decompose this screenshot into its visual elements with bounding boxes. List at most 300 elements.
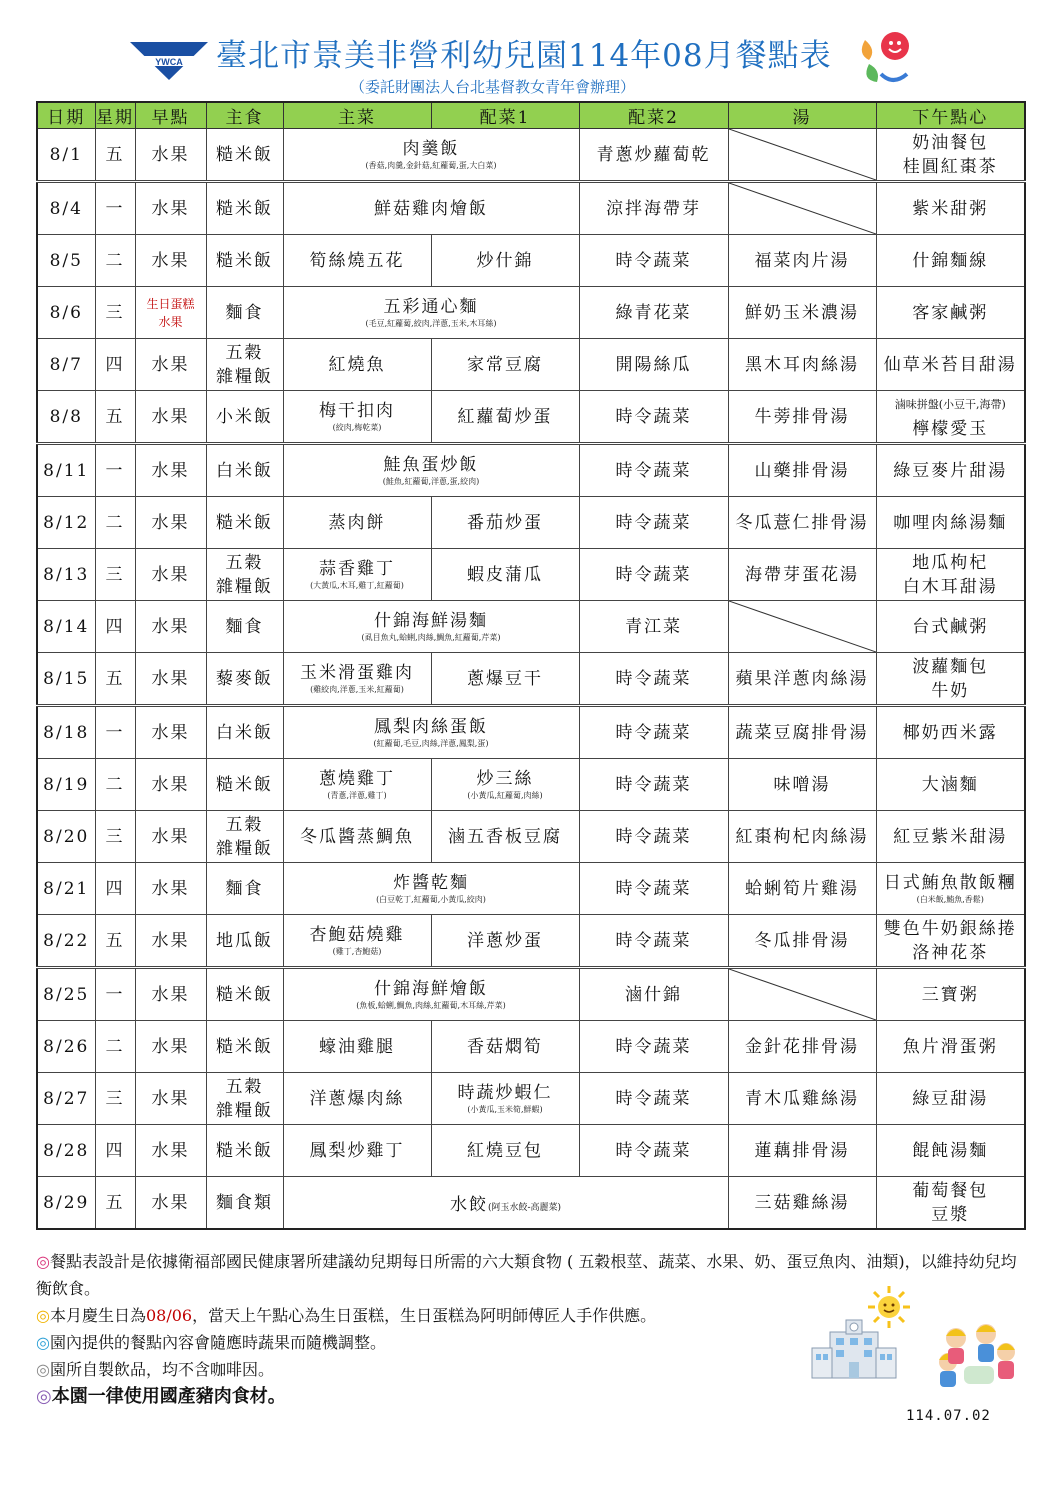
main-dish-text: 肉羹飯 [402, 138, 460, 159]
weekday-cell [95, 444, 135, 497]
main-dish-note: (雞絞肉,洋蔥,玉米,紅蘿蔔) [310, 684, 404, 694]
breakfast-text: 水果 [151, 250, 190, 271]
side2-cell [579, 653, 728, 706]
date-text: 8/4 [49, 198, 83, 219]
soup-text: 蛤蜊筍片雞湯 [745, 878, 859, 899]
breakfast-cell [135, 915, 206, 968]
main-dish-text: 炸醬乾麵 [393, 872, 469, 893]
main-dish-cell [283, 968, 579, 1021]
snack-text: 波蘿麵包 [912, 656, 989, 677]
table-row [37, 497, 1025, 549]
weekday-cell [95, 1021, 135, 1073]
breakfast-cell [135, 968, 206, 1021]
date-cell [37, 287, 95, 339]
staple-text: 小米飯 [216, 406, 273, 427]
breakfast-text: 水果 [151, 826, 190, 847]
side1-cell [431, 549, 579, 601]
side2-text: 青江菜 [625, 616, 682, 637]
page-title: 臺北市景美非營利幼兒園114年08月餐點表 [216, 38, 832, 74]
side2-text: 時令蔬菜 [615, 1088, 692, 1109]
side1-text: 炒什錦 [476, 250, 534, 271]
side1-note: (小黃瓜,玉米筍,鮮蝦) [467, 1104, 543, 1114]
staple-text: 白米飯 [216, 722, 273, 743]
staple-text: 五穀 [225, 552, 264, 573]
table-row [37, 339, 1025, 391]
note-text: 本園一律使用國產豬肉食材。 [51, 1386, 286, 1407]
soup-text: 山藥排骨湯 [754, 460, 850, 481]
date-text: 8/22 [43, 930, 90, 951]
staple-text: 五穀 [225, 1076, 264, 1097]
snack-cell [876, 811, 1025, 863]
side2-cell [579, 444, 728, 497]
main-dish-text: 梅干扣肉 [319, 400, 395, 421]
snack-cell [876, 182, 1025, 235]
note-line [36, 1383, 1026, 1410]
soup-text: 青木瓜雞絲湯 [745, 1088, 859, 1109]
weekday-cell [95, 287, 135, 339]
side1-cell [431, 811, 579, 863]
snack-note: (白米飯,鮪魚,香鬆) [916, 894, 984, 904]
side2-cell [579, 391, 728, 444]
soup-text: 三菇雞絲湯 [754, 1192, 850, 1213]
soup-cell [728, 235, 876, 287]
staple-cell [206, 601, 283, 653]
breakfast-cell [135, 1125, 206, 1177]
side2-cell [579, 968, 728, 1021]
snack-text: 台式鹹粥 [912, 616, 989, 637]
weekday-cell [95, 497, 135, 549]
breakfast-cell [135, 601, 206, 653]
date-text: 8/13 [43, 564, 90, 585]
staple-text-line2: 雜糧飯 [216, 576, 273, 597]
table-row [37, 1125, 1025, 1177]
main-dish-text: 蒜香雞丁 [319, 558, 395, 579]
soup-cell [728, 1073, 876, 1125]
snack-text-line2: 桂圓紅棗茶 [902, 156, 998, 177]
table-row [37, 863, 1025, 915]
side2-text: 時令蔬菜 [615, 564, 692, 585]
diagonal-line [729, 969, 876, 1020]
side2-text: 時令蔬菜 [615, 878, 692, 899]
snack-text: 滷味拼盤(小豆干,海帶) [894, 397, 1006, 411]
date-cell [37, 1177, 95, 1230]
main-dish-note: (魚板,蛤蜊,鯛魚,肉絲,紅蘿蔔,木耳絲,芹菜) [356, 1000, 506, 1010]
weekday-cell [95, 968, 135, 1021]
staple-text: 藜麥飯 [216, 668, 273, 689]
birthday-date-text: 08/06 [145, 1306, 193, 1325]
weekday-text: 二 [105, 774, 125, 795]
note-bullet-icon: ◎ [36, 1252, 50, 1271]
side2-cell [579, 235, 728, 287]
date-text: 8/5 [49, 250, 83, 271]
main-dish-note: (虱目魚丸,蛤蜊,肉絲,鯛魚,紅蘿蔔,芹菜) [361, 632, 501, 642]
staple-cell [206, 391, 283, 444]
column-header: 早點 [135, 102, 206, 129]
snack-text: 地瓜枸杞 [912, 552, 989, 573]
staple-text: 糙米飯 [216, 1036, 273, 1057]
side2-cell [579, 863, 728, 915]
weekday-text: 三 [105, 302, 125, 323]
column-header: 主菜 [283, 102, 431, 129]
breakfast-cell [135, 653, 206, 706]
staple-text: 糙米飯 [216, 984, 273, 1005]
snack-cell [876, 653, 1025, 706]
soup-text: 福菜肉片湯 [754, 250, 850, 271]
date-cell [37, 915, 95, 968]
side1-text: 紅蘿蔔炒蛋 [457, 406, 553, 427]
snack-text: 什錦麵線 [912, 250, 989, 271]
staple-text-line2: 雜糧飯 [216, 1100, 273, 1121]
staple-text: 五穀 [225, 814, 264, 835]
main-dish-cell [283, 497, 431, 549]
side1-text: 滷五香板豆腐 [448, 826, 562, 847]
breakfast-cell [135, 287, 206, 339]
main-dish-note: (阿玉水餃-高麗菜) [487, 1203, 562, 1213]
breakfast-cell [135, 863, 206, 915]
breakfast-text: 水果 [151, 144, 190, 165]
side2-cell [579, 182, 728, 235]
staple-cell [206, 1073, 283, 1125]
soup-cell [728, 759, 876, 811]
staple-text: 地瓜飯 [216, 930, 273, 951]
soup-text: 冬瓜排骨湯 [754, 930, 850, 951]
breakfast-cell [135, 444, 206, 497]
issue-date: 114.07.02 [906, 1408, 991, 1424]
main-dish-cell [283, 1125, 431, 1177]
soup-cell [728, 1177, 876, 1230]
svg-text:YWCA: YWCA [155, 57, 183, 67]
breakfast-cell [135, 549, 206, 601]
main-dish-cell [283, 863, 579, 915]
snack-text: 三寶粥 [921, 984, 979, 1005]
main-dish-cell [283, 915, 431, 968]
main-dish-cell [283, 1073, 431, 1125]
side2-text: 時令蔬菜 [615, 1140, 692, 1161]
snack-text-line2: 白木耳甜湯 [902, 576, 998, 597]
table-row [37, 1073, 1025, 1125]
weekday-text: 三 [105, 826, 125, 847]
side1-cell [431, 391, 579, 444]
staple-cell [206, 287, 283, 339]
staple-cell [206, 235, 283, 287]
side2-cell [579, 601, 728, 653]
weekday-text: 五 [105, 668, 125, 689]
breakfast-text: 水果 [151, 406, 190, 427]
main-dish-cell [283, 391, 431, 444]
breakfast-text: 水果 [151, 774, 190, 795]
soup-text: 蓮藕排骨湯 [754, 1140, 850, 1161]
table-row [37, 549, 1025, 601]
main-dish-text: 冬瓜醬蒸鯛魚 [300, 826, 414, 847]
date-cell [37, 339, 95, 391]
note-bullet-icon: ◎ [36, 1386, 52, 1407]
breakfast-text: 水果 [151, 1088, 190, 1109]
date-cell [37, 549, 95, 601]
side2-text: 滷什錦 [625, 984, 682, 1005]
main-dish-note: (大黃瓜,木耳,雞丁,紅蘿蔔) [310, 580, 404, 590]
breakfast-cell [135, 235, 206, 287]
snack-text: 綠豆麥片甜湯 [893, 460, 1008, 481]
side2-text: 時令蔬菜 [615, 722, 692, 743]
main-dish-text: 鮮菇雞肉燴飯 [374, 198, 488, 219]
snack-text: 魚片滑蛋粥 [902, 1036, 998, 1057]
main-dish-cell [283, 235, 431, 287]
snack-cell [876, 497, 1025, 549]
staple-text: 糙米飯 [216, 144, 273, 165]
weekday-cell [95, 1073, 135, 1125]
breakfast-text: 水果 [151, 722, 190, 743]
breakfast-text: 水果 [151, 460, 190, 481]
snack-text-line2: 牛奶 [931, 680, 970, 701]
main-dish-text: 什錦海鮮燴飯 [374, 978, 488, 999]
date-cell [37, 863, 95, 915]
main-dish-text: 蠔油雞腿 [319, 1036, 395, 1057]
weekday-text: 四 [105, 354, 125, 375]
staple-text: 糙米飯 [216, 1140, 273, 1161]
date-cell [37, 653, 95, 706]
table-row [37, 182, 1025, 235]
table-row [37, 287, 1025, 339]
date-text: 8/11 [43, 460, 90, 481]
side2-cell [579, 497, 728, 549]
staple-text: 白米飯 [216, 460, 273, 481]
date-text: 8/27 [43, 1088, 90, 1109]
date-text: 8/15 [43, 668, 90, 689]
soup-text: 紅棗枸杞肉絲湯 [735, 826, 869, 847]
side2-text: 涼拌海帶芽 [606, 198, 701, 219]
main-dish-text: 水餃 [449, 1195, 488, 1215]
table-row [37, 235, 1025, 287]
weekday-text: 三 [105, 1088, 125, 1109]
weekday-text: 二 [105, 512, 125, 533]
breakfast-text: 水果 [151, 198, 190, 219]
snack-text-line2: 豆漿 [931, 1204, 970, 1225]
breakfast-cell [135, 391, 206, 444]
staple-cell [206, 811, 283, 863]
side2-cell [579, 129, 728, 182]
side2-text: 時令蔬菜 [615, 826, 692, 847]
soup-cell [728, 497, 876, 549]
breakfast-text: 水果 [151, 930, 190, 951]
snack-text: 奶油餐包 [912, 132, 989, 153]
staple-text: 麵食 [225, 878, 264, 899]
children-icon [934, 1322, 1022, 1388]
table-row [37, 653, 1025, 706]
breakfast-text: 水果 [151, 668, 190, 689]
soup-text: 海帶芽蛋花湯 [745, 564, 859, 585]
side2-cell [579, 1021, 728, 1073]
column-header: 湯 [728, 102, 876, 129]
date-text: 8/26 [43, 1036, 90, 1057]
snack-cell [876, 1021, 1025, 1073]
side1-text: 紅燒豆包 [467, 1140, 543, 1161]
weekday-text: 一 [105, 460, 125, 481]
column-header: 日期 [37, 102, 95, 129]
weekday-text: 五 [105, 144, 125, 165]
soup-cell [728, 653, 876, 706]
weekday-text: 五 [105, 1192, 125, 1213]
mascot-logo-icon [855, 30, 915, 86]
soup-cell [728, 391, 876, 444]
breakfast-text: 水果 [151, 1140, 190, 1161]
page-header [0, 0, 1060, 100]
staple-text: 糙米飯 [216, 774, 273, 795]
date-cell [37, 811, 95, 863]
school-building-icon [808, 1318, 900, 1380]
date-cell [37, 1073, 95, 1125]
main-dish-cell [283, 1021, 431, 1073]
snack-text: 紫米甜粥 [912, 198, 989, 219]
date-cell [37, 968, 95, 1021]
table-row [37, 706, 1025, 759]
snack-text: 葡萄餐包 [912, 1180, 989, 1201]
table-row [37, 391, 1025, 444]
staple-text: 糙米飯 [216, 198, 273, 219]
weekday-text: 五 [105, 406, 125, 427]
main-dish-cell [283, 182, 579, 235]
weekday-text: 三 [105, 564, 125, 585]
breakfast-text: 水果 [151, 984, 190, 1005]
table-row [37, 1177, 1025, 1230]
table-row [37, 1021, 1025, 1073]
snack-text: 大滷麵 [921, 774, 979, 795]
snack-cell [876, 1125, 1025, 1177]
date-text: 8/8 [49, 406, 83, 427]
side1-cell [431, 235, 579, 287]
main-dish-cell [283, 444, 579, 497]
breakfast-text: 水果 [151, 616, 190, 637]
side2-text: 青蔥炒蘿蔔乾 [596, 144, 711, 165]
table-row [37, 601, 1025, 653]
main-dish-cell [283, 287, 579, 339]
side1-cell [431, 1021, 579, 1073]
staple-cell [206, 339, 283, 391]
breakfast-text: 水果 [151, 878, 190, 899]
side1-note: (小黃瓜,紅蘿蔔,肉絲) [467, 790, 543, 800]
date-cell [37, 759, 95, 811]
date-cell [37, 1021, 95, 1073]
staple-cell [206, 863, 283, 915]
snack-text-line2: 洛神花茶 [912, 942, 989, 963]
staple-text: 麵食類 [216, 1192, 273, 1213]
side2-cell [579, 1125, 728, 1177]
side1-cell [431, 497, 579, 549]
table-row [37, 759, 1025, 811]
weekday-text: 四 [105, 616, 125, 637]
snack-cell [876, 706, 1025, 759]
main-dish-text: 紅燒魚 [328, 354, 386, 375]
date-text: 8/20 [43, 826, 90, 847]
main-dish-text: 鳳梨炒雞丁 [309, 1140, 405, 1161]
main-dish-note: (絞肉,梅乾菜) [332, 422, 382, 432]
main-dish-cell [283, 653, 431, 706]
soup-cell [728, 811, 876, 863]
side1-cell [431, 1073, 579, 1125]
soup-text: 黑木耳肉絲湯 [745, 354, 859, 375]
main-dish-text: 蒸肉餅 [328, 512, 386, 533]
weekday-cell [95, 811, 135, 863]
empty-soup-cell [728, 129, 876, 182]
side1-cell [431, 759, 579, 811]
date-cell [37, 706, 95, 759]
date-text: 8/12 [43, 512, 90, 533]
snack-cell [876, 235, 1025, 287]
soup-cell [728, 915, 876, 968]
staple-cell [206, 182, 283, 235]
main-dish-text: 筍絲燒五花 [309, 250, 405, 271]
staple-text-line2: 雜糧飯 [216, 838, 273, 859]
side2-cell [579, 549, 728, 601]
weekday-cell [95, 1177, 135, 1230]
weekday-cell [95, 706, 135, 759]
snack-cell [876, 968, 1025, 1021]
staple-text: 麵食 [225, 616, 264, 637]
breakfast-text: 水果 [151, 1036, 190, 1057]
main-dish-note: (鮭魚,紅蘿蔔,洋蔥,蛋,絞肉) [382, 476, 480, 486]
staple-text: 五穀 [225, 342, 264, 363]
soup-cell [728, 863, 876, 915]
side2-text: 時令蔬菜 [615, 460, 692, 481]
main-dish-cell [283, 129, 579, 182]
main-dish-cell [283, 549, 431, 601]
snack-cell [876, 863, 1025, 915]
snack-text: 椰奶西米露 [902, 722, 998, 743]
snack-cell [876, 339, 1025, 391]
date-text: 8/18 [43, 722, 90, 743]
date-cell [37, 497, 95, 549]
date-cell [37, 182, 95, 235]
column-header: 星期 [95, 102, 135, 129]
side2-text: 綠青花菜 [615, 302, 692, 323]
main-dish-note: (白豆乾丁,紅蘿蔔,小黃瓜,絞肉) [376, 894, 486, 904]
breakfast-cell [135, 1021, 206, 1073]
note-bullet-icon: ◎ [36, 1306, 50, 1325]
weekday-cell [95, 182, 135, 235]
date-text: 8/6 [49, 302, 83, 323]
staple-cell [206, 129, 283, 182]
empty-soup-cell [728, 182, 876, 235]
date-cell [37, 601, 95, 653]
column-header: 主食 [206, 102, 283, 129]
note-text: ，當天上午點心為生日蛋糕，生日蛋糕為阿明師傅匠人手作供應。 [192, 1306, 657, 1325]
weekday-text: 二 [105, 250, 125, 271]
main-dish-text: 蔥燒雞丁 [319, 768, 395, 789]
note-text: 本月慶生日為 [49, 1306, 146, 1325]
staple-cell [206, 759, 283, 811]
snack-cell [876, 1177, 1025, 1230]
side1-text: 香菇燜筍 [467, 1036, 543, 1057]
weekday-text: 四 [105, 1140, 125, 1161]
weekday-text: 一 [105, 722, 125, 743]
soup-cell [728, 287, 876, 339]
staple-cell [206, 1125, 283, 1177]
soup-cell [728, 1125, 876, 1177]
snack-cell [876, 287, 1025, 339]
snack-text: 咖哩肉絲湯麵 [893, 512, 1008, 533]
table-row [37, 811, 1025, 863]
snack-text: 綠豆甜湯 [912, 1088, 989, 1109]
main-dish-note: (毛豆,紅蘿蔔,絞肉,洋蔥,玉米,木耳絲) [365, 318, 497, 328]
birthday-cake-text: 生日蛋糕 [146, 296, 195, 311]
weekday-cell [95, 915, 135, 968]
column-header: 配菜2 [579, 102, 728, 129]
weekday-cell [95, 549, 135, 601]
diagonal-line [729, 601, 876, 652]
main-dish-cell [283, 339, 431, 391]
main-dish-text: 五彩通心麵 [383, 296, 479, 317]
snack-cell [876, 759, 1025, 811]
breakfast-cell [135, 811, 206, 863]
